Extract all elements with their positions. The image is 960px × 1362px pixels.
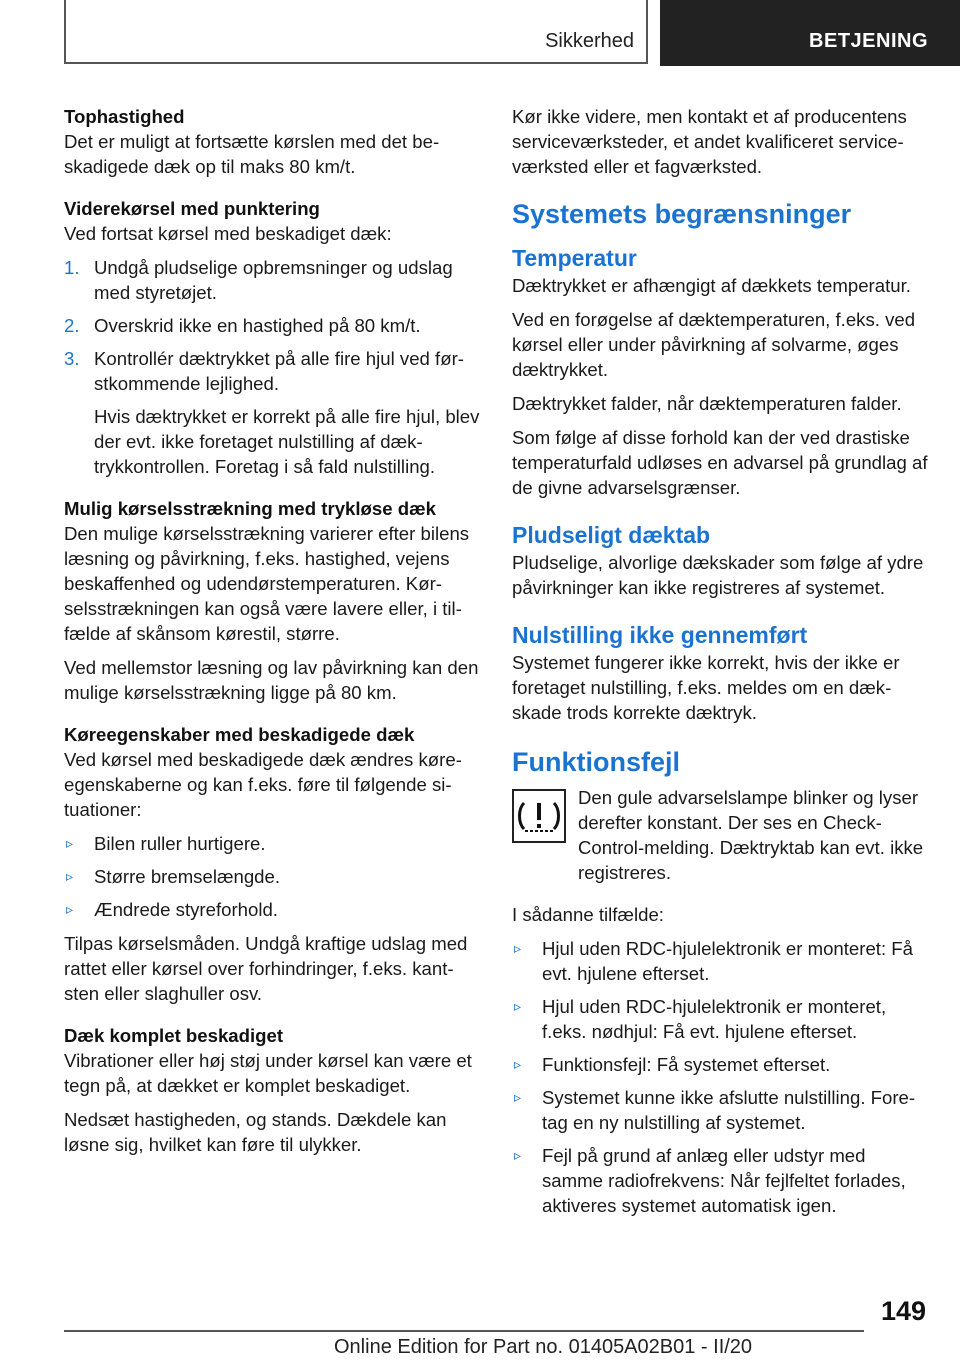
- distance-paragraph-2: Ved mellemstor læsning og lav påvirkning kan den mulige kørselsstrækning ligge på 80 km.: [64, 657, 479, 703]
- destroyed-heading: Dæk komplet beskadiget: [64, 1025, 284, 1046]
- bullet-icon: ▹: [514, 1056, 522, 1072]
- header-section-label: Sikkerhed: [545, 30, 634, 52]
- malfunction-intro: I sådanne tilfælde:: [512, 904, 664, 925]
- page-number: 149: [880, 1296, 926, 1326]
- malfunction-heading: Funktionsfejl: [512, 747, 680, 777]
- header-chapter-tab: [660, 0, 960, 66]
- top-speed-text: Det er muligt at fortsætte kørslen med det beskadigede dæk op til maks 80 km/t.: [64, 131, 440, 177]
- bullet-icon: ▹: [66, 835, 74, 851]
- footer-edition: Online Edition for Part no. 01405A02B01 - II/20: [334, 1336, 753, 1358]
- temperature-paragraph-3: Dæktrykket falder, når dæktemperaturen falder.: [512, 393, 902, 414]
- footer-divider: [64, 1330, 864, 1332]
- list-item: ▹ Større bremselængde.: [66, 866, 281, 887]
- distance-heading: Mulig kørselsstrækning med trykløse dæk: [64, 498, 436, 519]
- header-section-tab: [64, 0, 648, 64]
- right-column: [512, 104, 928, 1218]
- limits-heading: Systemets begrænsninger: [512, 199, 852, 229]
- reset-text: Systemet fungerer ikke korrekt, hvis der ikke er foretaget nulstilling, f.eks. meldes om en dækskade trods korrekte dæktryk.: [512, 652, 900, 723]
- temperature-paragraph-2: Ved en forøgelse af dæktemperaturen, f.eks. ved kørsel eller under påvirkning af solvarme, øges dæktrykket.: [512, 309, 916, 380]
- continued-driving-heading: Viderekørsel med punktering: [64, 198, 320, 219]
- continue-text: Kør ikke videre, men kontakt et af producentens serviceværksteder, et andet kvalificeret serviceværksted eller et fagværksted.: [512, 106, 907, 177]
- destroyed-paragraph-2: Nedsæt hastigheden, og stands. Dækdele kan løsne sig, hvilket kan føre til ulykker.: [64, 1109, 447, 1155]
- sudden-loss-text: Pludselige, alvorlige dækskader som følge af ydre påvirkninger kan ikke registreres af systemet.: [512, 552, 924, 598]
- handling-heading: Køreegenskaber med beskadigede dæk: [64, 724, 415, 745]
- header-chapter-label: BETJENING: [809, 30, 928, 52]
- temperature-paragraph-1: Dæktrykket er afhængigt af dækkets temperatur.: [512, 275, 911, 296]
- bullet-icon: ▹: [66, 901, 74, 917]
- temperature-heading: Temperatur: [512, 245, 637, 271]
- temperature-paragraph-4: Som følge af disse forhold kan der ved drastiske temperaturfald udløses en advarsel på grundlag af de givne advarselsgrænser.: [512, 427, 928, 498]
- bullet-icon: ▹: [514, 940, 522, 956]
- bullet-icon: ▹: [514, 1089, 522, 1105]
- distance-paragraph-1: Den mulige kørselsstrækning varierer efter bilens læsning og påvirkning, f.eks. hastighed, vejens beskaffenhed og udendørstemperaturen. Kørselsstrækningen kan også være lavere eller, i tilfælde af skånsom kørestil, større.: [64, 523, 470, 644]
- warning-block: [512, 785, 928, 885]
- list-item: ▹ Fejl på grund af anlæg eller udstyr med samme radiofrekvens: Når fejlfeltet forlades, aktiveres systemet automatisk igen.: [514, 1145, 906, 1216]
- left-column: [64, 104, 480, 1157]
- sudden-loss-heading: Pludseligt dæktab: [512, 522, 711, 548]
- bullet-icon: ▹: [514, 998, 522, 1014]
- bullet-icon: ▹: [514, 1147, 522, 1163]
- destroyed-paragraph-1: Vibrationer eller høj støj under kørsel kan være et tegn på, at dækket er komplet beskadiget.: [64, 1050, 472, 1096]
- list-item: ▹ Systemet kunne ikke afslutte nulstilling. Foretag en ny nulstilling af systemet.: [514, 1087, 916, 1133]
- bullet-icon: ▹: [66, 868, 74, 884]
- malfunction-list: [512, 936, 928, 1218]
- continued-driving-intro: Ved fortsat kørsel med beskadiget dæk:: [64, 223, 392, 244]
- top-speed-heading: Tophastighed: [64, 106, 185, 127]
- handling-outro: Tilpas kørselsmåden. Undgå kraftige udslag med rattet eller kørsel over forhindringer, f.eks. kantsten eller slaghuller osv.: [64, 933, 468, 1004]
- reset-heading: Nulstilling ikke gennemført: [512, 622, 808, 648]
- list-item: ▹ Funktionsfejl: Få systemet efterset.: [514, 1054, 831, 1075]
- step-item: 3. Kontrollér dæktrykket på alle fire hjul ved førstkommende lejlighed.: [64, 348, 464, 394]
- warning-text: Den gule advarselslampe blinker og lyser derefter konstant. Der ses en Check-Control-melding. Dæktryktab kan evt. ikke registreres.: [578, 787, 924, 883]
- list-item: ▹ Hjul uden RDC-hjulelektronik er monteret: Få evt. hjulene efterset.: [514, 938, 913, 984]
- step-item: 1. Undgå pludselige opbremsninger og udslag med styretøjet.: [64, 257, 453, 303]
- list-item: ▹ Ændrede styreforhold.: [66, 899, 278, 920]
- handling-list: [64, 831, 480, 922]
- list-item: ▹ Hjul uden RDC-hjulelektronik er monteret, f.eks. nødhjul: Få evt. hjulene efterset.: [514, 996, 887, 1042]
- step-item: 2. Overskrid ikke en hastighed på 80 km/t.: [64, 315, 421, 336]
- continued-driving-steps: [64, 255, 480, 479]
- tire-pressure-warning-icon: [512, 789, 566, 843]
- handling-intro: Ved kørsel med beskadigede dæk ændres køreegenskaberne og kan f.eks. føre til følgende situationer:: [64, 749, 462, 820]
- list-item: ▹ Bilen ruller hurtigere.: [66, 833, 266, 854]
- step-note: Hvis dæktrykket er korrekt på alle fire hjul, blev der evt. ikke foretaget nulstilling af dæktrykkontrollen. Foretag i så fald nulstilling.: [94, 406, 480, 477]
